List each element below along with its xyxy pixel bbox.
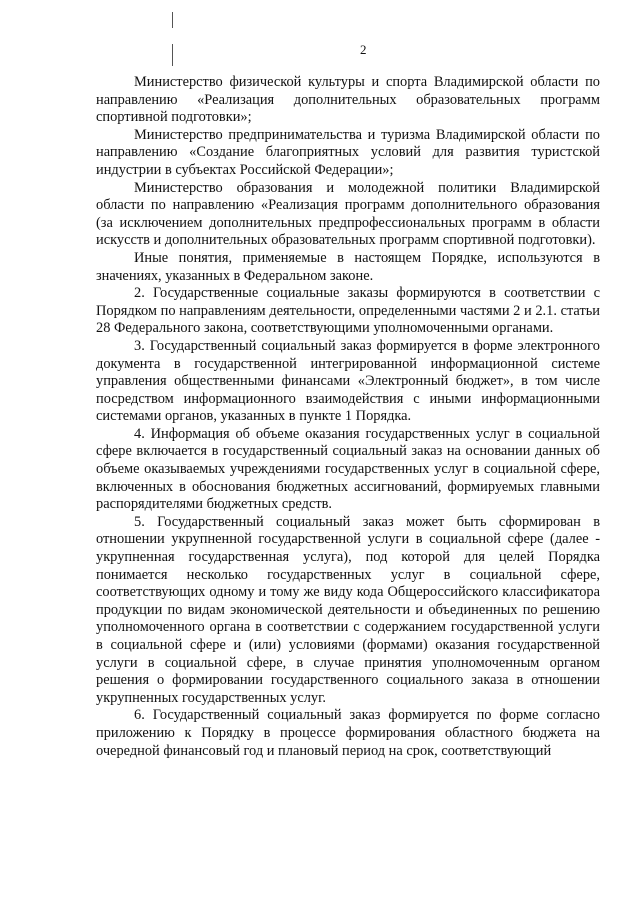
paragraph: 3. Государственный социальный заказ формируется в форме электронного документа в государственной интегрированной информационной системе управления общественными финансами «Электронный бюджет», в том числе посредством информационного взаимодействия с иными информационными системами органов, указанных в пункте 1 Порядка. <box>96 337 600 425</box>
scan-margin-mark <box>172 12 173 28</box>
page-number: 2 <box>360 42 367 57</box>
paragraph: Министерство физической культуры и спорта Владимирской области по направлению «Реализация дополнительных образовательных программ спортивной подготовки»; <box>96 74 600 126</box>
document-body <box>96 74 600 760</box>
paragraph: Министерство предпринимательства и туризма Владимирской области по направлению «Создание благоприятных условий для развития туристской индустрии в субъектах Российской Федерации»; <box>96 126 600 178</box>
paragraph: Министерство образования и молодежной политики Владимирской области по направлению «Реализация программ дополнительного образования (за исключением дополнительных предпрофессиональных программ в области искусств и дополнительных образовательных программ спортивной подготовки). <box>96 179 600 249</box>
paragraph: 5. Государственный социальный заказ может быть сформирован в отношении укрупненной государственной услуги в социальной сфере (далее - укрупненная государственная услуга), под которой для целей Порядка понимается несколько государственных услуг в социальной сфере, соответствующих одному и тому же виду кода Общероссийского классификатора продукции по видам экономической деятельности и объединенных по решению уполномоченного органа в соответствии с содержанием государственной услуги в социальной сфере и (или) условиями (формами) оказания государственной услуги в социальной сфере, в случае принятия уполномоченным органом решения о формировании государственного социального заказа в отношении укрупненных государственных услуг. <box>96 513 600 706</box>
paragraph: 6. Государственный социальный заказ формируется по форме согласно приложению к Порядку в процессе формирования областного бюджета на очередной финансовый год и плановый период на срок, соответствующий <box>96 707 600 759</box>
paragraph: 2. Государственные социальные заказы формируются в соответствии с Порядком по направлениям деятельности, определенными частями 2 и 2.1. статьи 28 Федерального закона, соответствующими уполномоченными органами. <box>96 285 600 337</box>
paragraph: 4. Информация об объеме оказания государственных услуг в социальной сфере включается в государственный социальный заказ на основании данных об объеме оказываемых учреждениями государственных услуг в социальной сфере, включенных в обоснования бюджетных ассигнований, формируемых главными распорядителями бюджетных средств. <box>96 425 600 513</box>
scan-margin-mark <box>172 44 173 66</box>
paragraph: Иные понятия, применяемые в настоящем Порядке, используются в значениях, указанных в Федеральном законе. <box>96 249 600 284</box>
